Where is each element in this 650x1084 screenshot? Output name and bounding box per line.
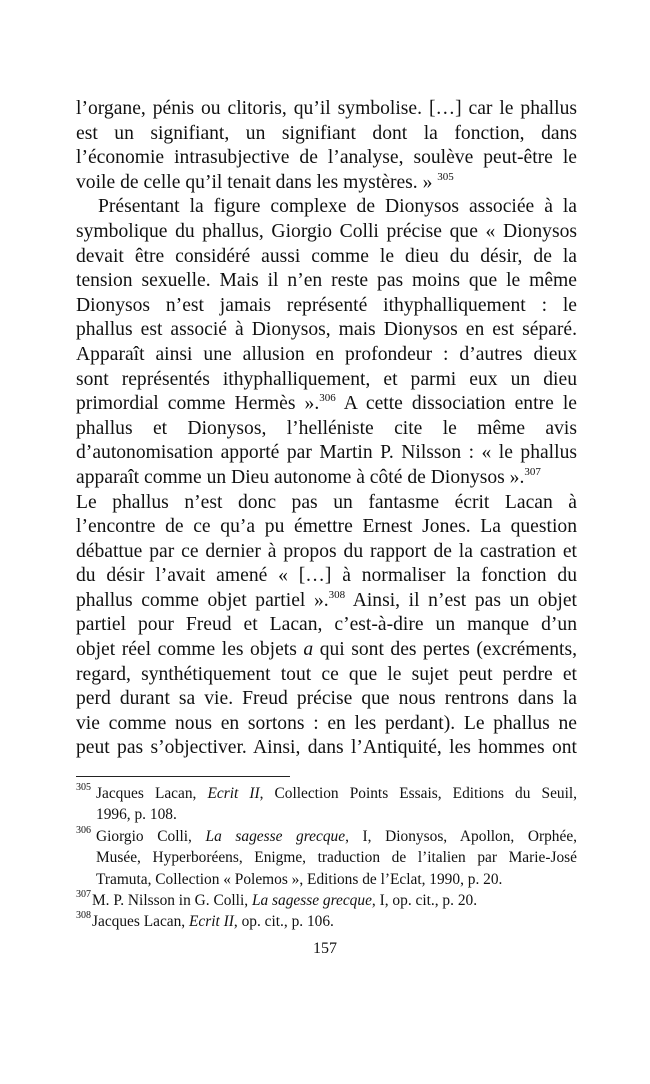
footnote-line <box>76 826 577 847</box>
text-line: perd durant sa vie. Freud précise que nous rentrons dans la <box>76 688 577 710</box>
text-segment: Ainsi, il n’est pas un objet <box>345 589 577 611</box>
text-line <box>76 392 577 417</box>
text-segment: voile de celle qu’il tenait dans les mystères. » <box>76 171 433 193</box>
text-segment: , I, Dionysos, Apollon, Orphée, <box>345 827 578 845</box>
text-segment: , op. cit., p. 106. <box>233 913 334 931</box>
text-segment: , Collection Points Essais, Editions du Seuil, <box>259 785 578 802</box>
text-segment: Giorgio Colli, <box>96 827 206 845</box>
footnote-line <box>76 911 577 932</box>
text-line: débattue par ce dernier à propos du rapport de la castration et <box>76 540 577 562</box>
footnote-number: 307 <box>76 888 91 900</box>
footnote-number: 306 <box>76 824 91 836</box>
footnote-ref-305[interactable]: 305 <box>437 170 454 183</box>
footnote-line: Tramuta, Collection « Polemos », Editions de l’Eclat, 1990, p. 20. <box>96 870 503 888</box>
text-line: l’encontre de ce qu’a pu émettre Ernest Jones. La question <box>76 516 577 538</box>
text-line: sont représentés ithyphalliquement, et parmi eux un dieu <box>76 368 577 390</box>
text-line: phallus est associé à Dionysos, mais Dionysos en est séparé. <box>76 319 577 341</box>
text-segment: Jacques Lacan, <box>96 785 208 802</box>
text-line <box>76 589 577 614</box>
text-line: symbolique du phallus, Giorgio Colli précise que « Dionysos <box>76 220 577 242</box>
text-line: partiel pour Freud et Lacan, c’est-à-dire un manque d’un <box>76 614 577 636</box>
footnote-separator <box>76 776 290 777</box>
text-line: devait être considéré aussi comme le dieu du désir, de la <box>76 245 577 267</box>
text-line: Dionysos n’est jamais représenté ithyphalliquement : le <box>76 294 577 316</box>
text-line: Le phallus n’est donc pas un fantasme écrit Lacan à <box>76 491 577 513</box>
page-number: 157 <box>313 940 337 957</box>
footnote-305 <box>76 783 577 826</box>
book-title: La sagesse grecque <box>205 827 346 845</box>
text-line <box>76 638 577 663</box>
text-segment: A cette dissociation entre le <box>335 393 577 415</box>
text-line: vie comme nous en sortons : en les perdant). Le phallus ne <box>76 712 577 734</box>
text-segment: apparaît comme un Dieu autonome à côté de Dionysos ». <box>76 466 525 488</box>
footnote-line <box>76 890 577 911</box>
text-segment: Jacques Lacan, <box>92 913 189 931</box>
text-line: Présentant la figure complexe de Dionysos associée à la <box>98 196 577 218</box>
footnote-line <box>76 783 577 804</box>
text-segment: phallus comme objet partiel ». <box>76 589 329 611</box>
footnote-ref-307[interactable]: 307 <box>524 465 541 478</box>
book-title: Ecrit II <box>189 913 234 931</box>
text-line: est un signifiant, un signifiant dont la fonction, dans <box>76 122 577 144</box>
text-line: du désir l’avait amené « […] à normaliser la fonction du <box>76 565 577 587</box>
text-line: peut pas s’objectiver. Ainsi, dans l’Antiquité, les hommes ont <box>76 737 577 759</box>
text-segment: qui sont des pertes (excréments, <box>313 639 577 661</box>
footnote-ref-306[interactable]: 306 <box>319 392 336 405</box>
text-line: l’organe, pénis ou clitoris, qu’il symbolise. […] car le phallus <box>76 98 577 119</box>
text-segment: objet réel comme les objets <box>76 639 304 661</box>
text-segment: M. P. Nilsson in G. Colli, <box>92 891 252 909</box>
footnote-307 <box>76 890 577 911</box>
footnotes <box>76 783 577 933</box>
text-line: d’autonomisation apporté par Martin P. Nilsson : « le phallus <box>76 442 577 464</box>
book-title: Ecrit II <box>207 785 260 802</box>
text-line: regard, synthétiquement tout ce que le sujet peut perdre et <box>76 663 577 685</box>
text-segment: primordial comme Hermès ». <box>76 393 320 415</box>
text-line: l’économie intrasubjective de l’analyse, soulève peut-être le <box>76 147 577 169</box>
book-title: La sagesse grecque <box>251 891 372 909</box>
text-line <box>76 466 577 491</box>
italic-term: a <box>303 639 314 661</box>
footnote-308 <box>76 911 577 932</box>
text-segment: , I, op. cit., p. 20. <box>371 891 478 909</box>
text-line: tension sexuelle. Mais il n’en reste pas moins que le même <box>76 270 577 292</box>
footnote-line: Musée, Hyperboréens, Enigme, traduction de l’italien par Marie-José <box>96 849 577 867</box>
footnote-number: 308 <box>76 910 91 922</box>
footnote-306 <box>76 826 577 890</box>
text-line: Apparaît ainsi une allusion en profondeur : d’autres dieux <box>76 343 577 365</box>
body-text <box>76 97 577 761</box>
footnote-number: 305 <box>76 782 91 793</box>
footnote-ref-308[interactable]: 308 <box>328 588 346 601</box>
text-line <box>76 171 577 196</box>
text-line: phallus et Dionysos, l’helléniste cite le même avis <box>76 417 577 439</box>
footnote-line: 1996, p. 108. <box>96 806 177 824</box>
